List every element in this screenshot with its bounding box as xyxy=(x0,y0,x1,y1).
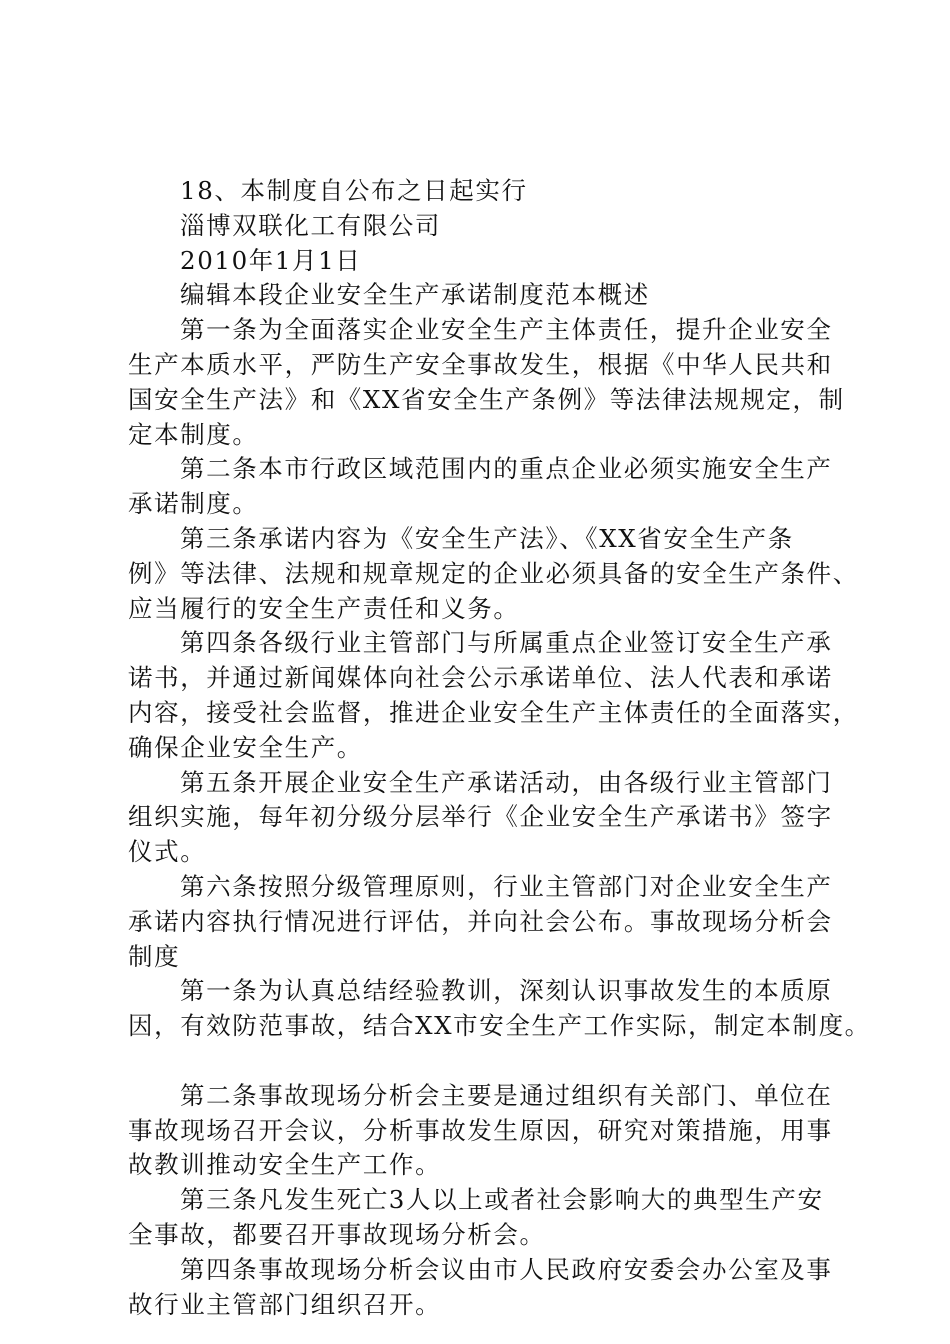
text-line: 承诺制度。 xyxy=(128,489,259,519)
text-line: 定本制度。 xyxy=(128,419,259,449)
text-line: 淄博双联化工有限公司 xyxy=(180,210,441,240)
blank-line xyxy=(128,1044,848,1079)
text-line: 第四条事故现场分析会议由市人民政府安委会办公室及事 xyxy=(180,1254,833,1284)
text-line: 第二条本市行政区域范围内的重点企业必须实施安全生产 xyxy=(180,454,833,484)
text-line: 因，有效防范事故，结合XX市安全生产工作实际，制定本制度。 xyxy=(128,1011,871,1041)
text-line: 第一条为全面落实企业安全生产主体责任，提升企业安全 xyxy=(180,315,833,345)
text-line: 承诺内容执行情况进行评估，并向社会公布。事故现场分析会 xyxy=(128,906,833,936)
text-line: 第六条按照分级管理原则，行业主管部门对企业安全生产 xyxy=(180,871,833,901)
text-line: 第三条承诺内容为《安全生产法》、《XX省安全生产条 xyxy=(180,523,794,553)
text-line: 诺书，并通过新闻媒体向社会公示承诺单位、法人代表和承诺 xyxy=(128,663,833,693)
document-body xyxy=(128,174,871,1322)
text-line: 18、本制度自公布之日起实行 xyxy=(180,176,528,205)
text-line: 应当履行的安全生产责任和义务。 xyxy=(128,593,520,623)
text-line: 2010年1月1日 xyxy=(180,245,362,275)
text-line: 第五条开展企业安全生产承诺活动，由各级行业主管部门 xyxy=(180,767,833,797)
text-line: 例》等法律、法规和规章规定的企业必须具备的安全生产条件、 xyxy=(128,558,859,588)
text-line: 故教训推动安全生产工作。 xyxy=(128,1150,442,1180)
text-line: 编辑本段企业安全生产承诺制度范本概述 xyxy=(180,280,650,310)
text-line: 第四条各级行业主管部门与所属重点企业签订安全生产承 xyxy=(180,628,833,658)
text-line: 故行业主管部门组织召开。 xyxy=(128,1289,442,1319)
text-line: 事故现场召开会议，分析事故发生原因，研究对策措施，用事 xyxy=(128,1115,833,1145)
text-line: 全事故，都要召开事故现场分析会。 xyxy=(128,1219,546,1249)
text-line: 生产本质水平，严防生产安全事故发生，根据《中华人民共和 xyxy=(128,349,833,379)
text-line: 确保企业安全生产。 xyxy=(128,732,363,762)
text-line: 组织实施，每年初分级分层举行《企业安全生产承诺书》签字 xyxy=(128,802,833,832)
text-line: 第二条事故现场分析会主要是通过组织有关部门、单位在 xyxy=(180,1080,833,1110)
text-line: 内容，接受社会监督，推进企业安全生产主体责任的全面落实， xyxy=(128,697,859,727)
text-line: 制度 xyxy=(128,941,181,971)
text-line: 仪式。 xyxy=(128,837,207,867)
text-line: 第三条凡发生死亡3人以上或者社会影响大的典型生产安 xyxy=(180,1185,824,1215)
text-line: 第一条为认真总结经验教训，深刻认识事故发生的本质原 xyxy=(180,976,833,1006)
text-line: 国安全生产法》和《XX省安全生产条例》等法律法规规定，制 xyxy=(128,384,845,414)
